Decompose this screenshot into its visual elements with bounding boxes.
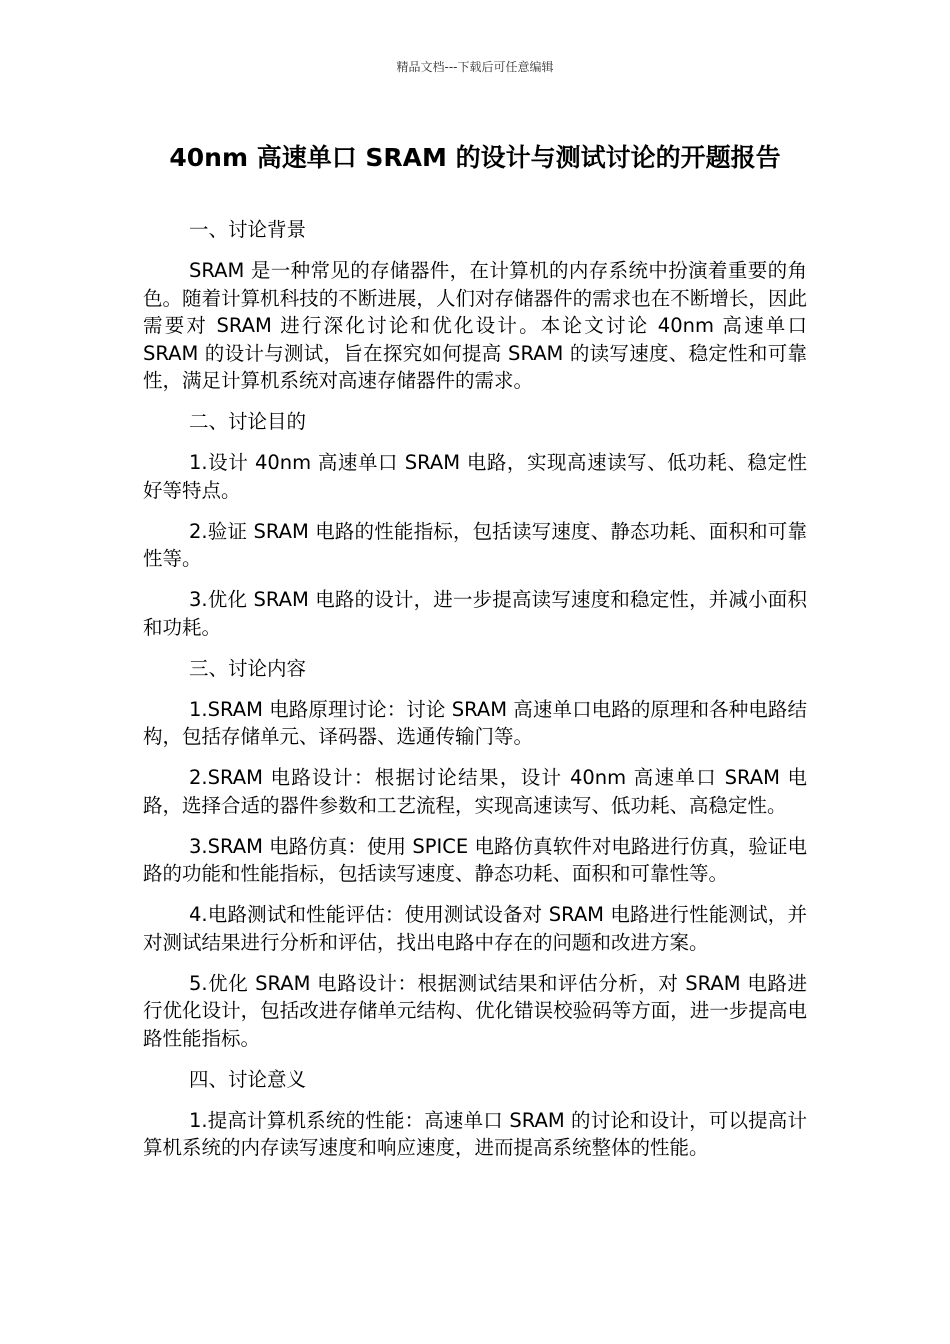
paragraph: 2.验证 SRAM 电路的性能指标，包括读写速度、静态功耗、面积和可靠性等。 xyxy=(143,519,807,570)
paragraph: 2.SRAM 电路设计：根据讨论结果，设计 40nm 高速单口 SRAM 电路，选择合适的器件参数和工艺流程，实现高速读写、低功耗、高稳定性。 xyxy=(143,766,807,817)
section-heading: 四、讨论意义 xyxy=(189,1067,307,1091)
section-heading: 三、讨论内容 xyxy=(189,656,307,680)
section-heading: 一、讨论背景 xyxy=(189,218,307,241)
paragraph: 1.设计 40nm 高速单口 SRAM 电路，实现高速读写、低功耗、稳定性好等特点。 xyxy=(143,451,807,502)
paragraph: 4.电路测试和性能评估：使用测试设备对 SRAM 电路进行性能测试，并对测试结果进行分析和评估，找出电路中存在的问题和改进方案。 xyxy=(143,903,807,954)
paragraph: 1.SRAM 电路原理讨论：讨论 SRAM 高速单口电路的原理和各种电路结构，包括存储单元、译码器、选通传输门等。 xyxy=(143,697,807,748)
document-title: 40nm 高速单口 SRAM 的设计与测试讨论的开题报告 xyxy=(169,143,781,172)
paragraph: 3.SRAM 电路仿真：使用 SPICE 电路仿真软件对电路进行仿真，验证电路的功能和性能指标，包括读写速度、静态功耗、面积和可靠性等。 xyxy=(143,834,807,885)
document-body xyxy=(143,216,807,1175)
section-heading: 二、讨论目的 xyxy=(189,410,307,433)
page-header: 精品文档---下载后可任意编辑 xyxy=(396,60,554,74)
paragraph: 3.优化 SRAM 电路的设计，进一步提高读写速度和稳定性，并减小面积和功耗。 xyxy=(143,588,807,639)
paragraph: SRAM 是一种常见的存储器件，在计算机的内存系统中扮演着重要的角色。随着计算机科技的不断进展，人们对存储器件的需求也在不断增长，因此需要对 SRAM 进行深化讨论和优化设计。本论文讨论 40nm 高速单口 SRAM 的设计与测试，旨在探究如何提高 SRAM 的读写速度、稳定性和可靠性，满足计算机系统对高速存储器件的需求。 xyxy=(143,259,807,392)
paragraph: 5.优化 SRAM 电路设计：根据测试结果和评估分析，对 SRAM 电路进行优化设计，包括改进存储单元结构、优化错误校验码等方面，进一步提高电路性能指标。 xyxy=(143,971,807,1050)
paragraph: 1.提高计算机系统的性能：高速单口 SRAM 的讨论和设计，可以提高计算机系统的内存读写速度和响应速度，进而提高系统整体的性能。 xyxy=(143,1108,807,1159)
